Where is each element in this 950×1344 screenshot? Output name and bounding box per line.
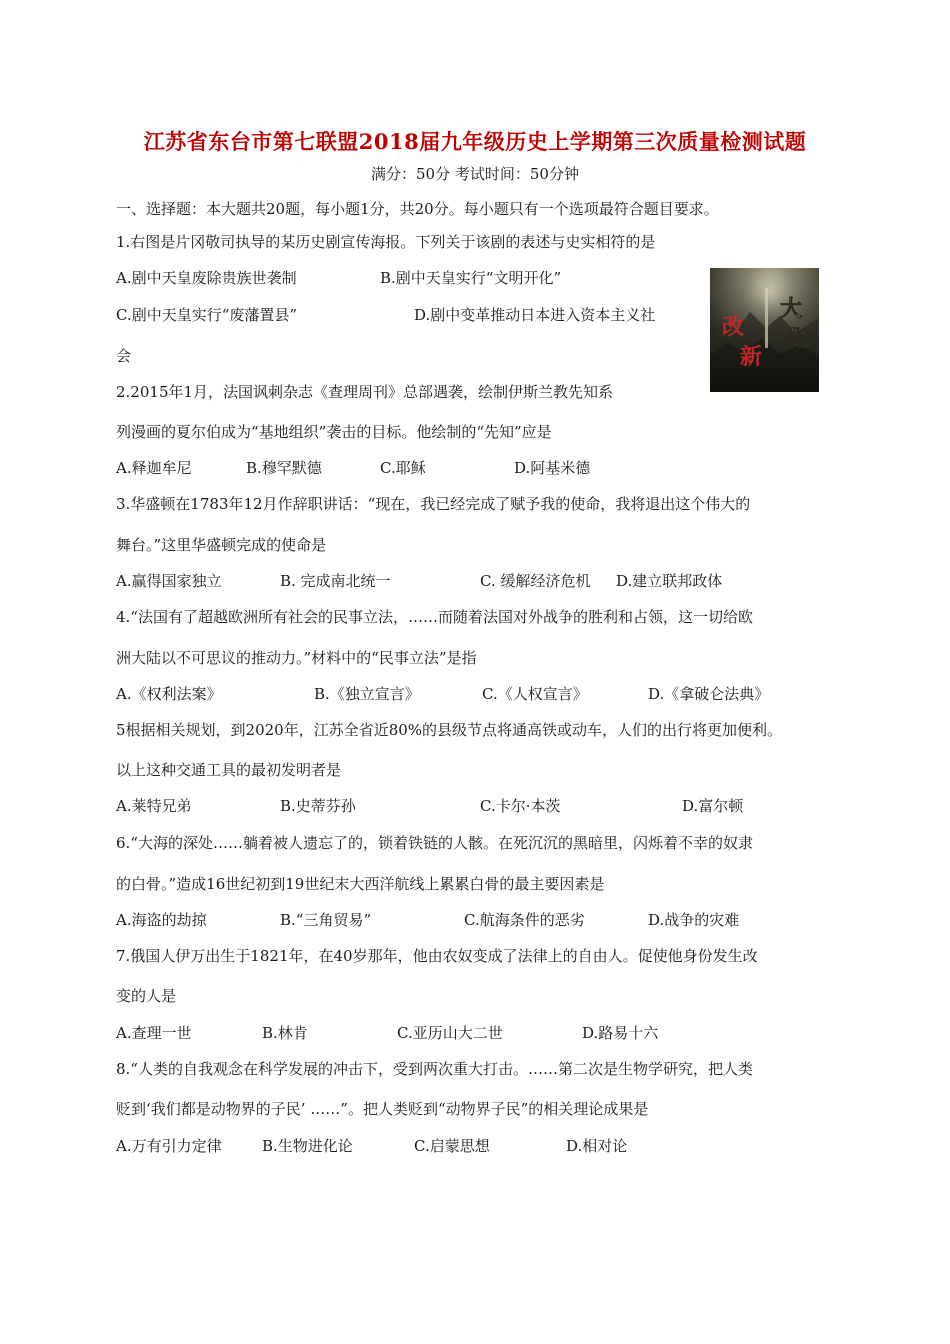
question-3-stem-line-1: 3.华盛顿在1783年12月作辞职讲话：“现在，我已经完成了赋予我的使命，我将退出这个伟大的 (116, 495, 751, 513)
question-7-options (116, 1023, 796, 1043)
option-c[interactable]: C. 缓解经济危机 (480, 572, 591, 590)
question-5-stem-line-2: 以上这种交通工具的最初发明者是 (116, 761, 342, 779)
option-c[interactable]: C.卡尔·本茨 (480, 797, 561, 815)
option-c[interactable]: C.亚历山大二世 (397, 1024, 503, 1042)
option-c[interactable]: C.《人权宣言》 (482, 685, 588, 703)
poster-char-1: 大 (780, 296, 803, 322)
question-3-stem-line-2: 舞台。”这里华盛顿完成的使命是 (116, 536, 327, 554)
question-5-options (116, 796, 796, 816)
option-b[interactable]: B.《独立宣言》 (314, 685, 420, 703)
option-a[interactable]: A.海盗的劫掠 (116, 911, 207, 929)
question-4-stem-line-2: 洲大陆以不可思议的推动力。”材料中的“民事立法”是指 (116, 649, 477, 667)
question-1-option-continuation: 会 (116, 347, 132, 365)
page-title: 江苏省东台市第七联盟2018届九年级历史上学期第三次质量检测试题 (143, 129, 807, 154)
question-2-stem-line-2: 列漫画的夏尔伯成为“基地组织”袭击的目标。他绘制的“先知”应是 (116, 423, 552, 441)
option-d[interactable]: D.富尔顿 (682, 797, 744, 815)
question-4-stem-line-1: 4.“法国有了超越欧洲所有社会的民事立法，……而随着法国对外战争的胜利和占领，这一切给欧 (116, 608, 753, 626)
option-b[interactable]: B.“三角贸易” (280, 911, 372, 929)
option-b[interactable]: B.林肯 (262, 1024, 308, 1042)
question-6-options (116, 910, 796, 930)
question-6-stem-line-2: 的白骨。”造成16世纪初到19世纪末大西洋航线上累累白骨的最主要因素是 (116, 875, 605, 893)
option-a[interactable]: A.赢得国家独立 (116, 572, 222, 590)
question-7-stem-line-1: 7.俄国人伊万出生于1821年，在40岁那年，他由农奴变成了法律上的自由人。促使他身份发生改 (116, 947, 758, 965)
question-7-stem-line-2: 变的人是 (116, 987, 177, 1005)
option-a[interactable]: A.莱特兄弟 (116, 797, 192, 815)
question-2-stem-line-1: 2.2015年1月，法国讽刺杂志《查理周刊》总部遇袭，绘制伊斯兰教先知系 (116, 383, 614, 401)
option-c[interactable]: C.航海条件的恶劣 (464, 911, 585, 929)
option-b[interactable]: B.穆罕默德 (246, 459, 322, 477)
option-a[interactable]: A.《权利法案》 (116, 685, 222, 703)
question-1-stem: 1.右图是片冈敬司执导的某历史剧宣传海报。下列关于该剧的表述与史实相符的是 (116, 233, 656, 251)
option-d[interactable]: D.相对论 (566, 1137, 628, 1155)
option-a[interactable]: A.万有引力定律 (116, 1137, 222, 1155)
exam-info: 满分：50分 考试时间：50分钟 (371, 165, 579, 183)
option-d[interactable]: D.建立联邦政体 (616, 572, 723, 590)
question-1-options-row-2 (116, 305, 716, 325)
option-d[interactable]: D.战争的灾难 (648, 911, 740, 929)
option-b[interactable]: B.史蒂芬孙 (280, 797, 356, 815)
option-b[interactable]: B. 完成南北统一 (280, 572, 391, 590)
section-heading: 一、选择题：本大题共20题，每小题1分，共20分。每小题只有一个选项最符合题目要求。 (116, 200, 719, 218)
option-d[interactable]: D.剧中变革推动日本进入资本主义社 (414, 306, 656, 324)
question-4-options (116, 684, 816, 704)
option-c[interactable]: C.剧中天皇实行“废藩置县” (116, 306, 298, 324)
option-a[interactable]: A.查理一世 (116, 1024, 192, 1042)
poster-char-4: 新 (740, 344, 763, 370)
question-8-options (116, 1136, 796, 1156)
question-6-stem-line-1: 6.“大海的深处……躺着被人遗忘了的，锁着铁链的人骸。在死沉沉的黑暗里，闪烁着不幸的奴隶 (116, 834, 753, 852)
question-1-options-row-1 (116, 268, 716, 288)
option-c[interactable]: C.耶稣 (380, 459, 426, 477)
poster-title-text (710, 268, 819, 392)
question-3-options (116, 571, 756, 591)
option-b[interactable]: B.剧中天皇实行“文明开化” (380, 269, 562, 287)
question-8-stem-line-2: 贬到‘我们都是动物界的子民’ ……”。把人类贬到“动物界子民”的相关理论成果是 (116, 1100, 649, 1118)
poster-char-3: 改 (722, 314, 745, 340)
option-d[interactable]: D.路易十六 (582, 1024, 659, 1042)
drama-poster-image (710, 268, 819, 392)
option-d[interactable]: D.《拿破仑法典》 (648, 685, 770, 703)
option-a[interactable]: A.剧中天皇废除贵族世袭制 (116, 269, 297, 287)
option-a[interactable]: A.释迦牟尼 (116, 459, 192, 477)
option-d[interactable]: D.阿基米德 (514, 459, 591, 477)
poster-char-2: 化 (786, 326, 809, 352)
question-2-options (116, 458, 716, 478)
question-8-stem-line-1: 8.“人类的自我观念在科学发展的冲击下，受到两次重大打击。……第二次是生物学研究，把人类 (116, 1060, 753, 1078)
question-5-stem-line-1: 5根据相关规划，到2020年，江苏全省近80%的县级节点将通高铁或动车，人们的出行将更加便利。 (116, 721, 783, 739)
option-c[interactable]: C.启蒙思想 (414, 1137, 490, 1155)
option-b[interactable]: B.生物进化论 (262, 1137, 353, 1155)
